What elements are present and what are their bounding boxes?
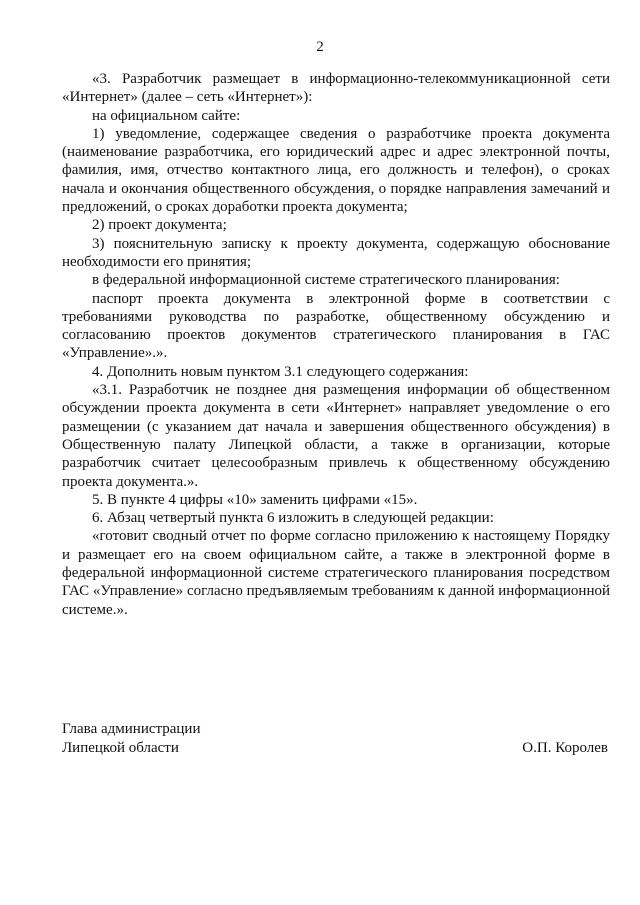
paragraph-item-3-1: «3.1. Разработчик не позднее дня размещения информации об общественном обсуждении проекта документа в сети «Интернет» направляет уведомление о его размещении (с указанием дат начала и завершения общественного обсуждения) в Общественную палату Липецкой области, а также в организации, которые разработчик считает целесообразным привлечь к общественному обсуждению проекта документа.». bbox=[62, 382, 610, 490]
page-number: 2 bbox=[316, 39, 324, 55]
signer-title-line2: Липецкой области bbox=[62, 740, 179, 756]
paragraph-item-4: 4. Дополнить новым пунктом 3.1 следующего содержания: bbox=[92, 363, 469, 380]
paragraph-item-5: 5. В пункте 4 цифры «10» заменить цифрами «15». bbox=[92, 491, 418, 508]
signer-title-line1: Глава администрации bbox=[62, 721, 201, 737]
paragraph-official-site: на официальном сайте: bbox=[92, 107, 241, 124]
paragraph-passport: паспорт проекта документа в электронной форме в соответствии с требованиями руководства по разработке, общественному обсуждению и согласованию проектов документов стратегического планирования в ГАС «Управление».». bbox=[62, 290, 610, 362]
paragraph-item-6: 6. Абзац четвертый пункта 6 изложить в следующей редакции: bbox=[92, 510, 494, 527]
signer-name: О.П. Королев bbox=[522, 740, 608, 756]
paragraph-internet-posting: «3. Разработчик размещает в информационно-телекоммуникационной сети «Интернет» (далее – сеть «Интернет»): bbox=[62, 71, 610, 106]
paragraph-notification: 1) уведомление, содержащее сведения о разработчике проекта документа (наименование разработчика, его юридический адрес и адрес электронной почты, фамилия, имя, отчество контактного лица, его должность и телефон), о сроках начала и окончания общественного обсуждения, о порядке направления замечаний и предложений, о сроках доработки проекта документа; bbox=[62, 125, 610, 216]
signature-block bbox=[62, 720, 610, 758]
paragraph-federal-system: в федеральной информационной системе стратегического планирования: bbox=[92, 272, 560, 289]
document-body bbox=[62, 70, 610, 619]
paragraph-draft-document: 2) проект документа; bbox=[92, 217, 227, 234]
paragraph-summary-report: «готовит сводный отчет по форме согласно приложению к настоящему Порядку и размещает его на своем официальном сайте, а также в электронной форме в федеральной информационной системе стратегического планирования посредством ГАС «Управление» согласно предъявляемым требованиям к данной информационной системе.». bbox=[62, 528, 610, 618]
paragraph-explanatory-note: 3) пояснительную записку к проекту документа, содержащую обоснование необходимости его принятия; bbox=[62, 235, 610, 270]
